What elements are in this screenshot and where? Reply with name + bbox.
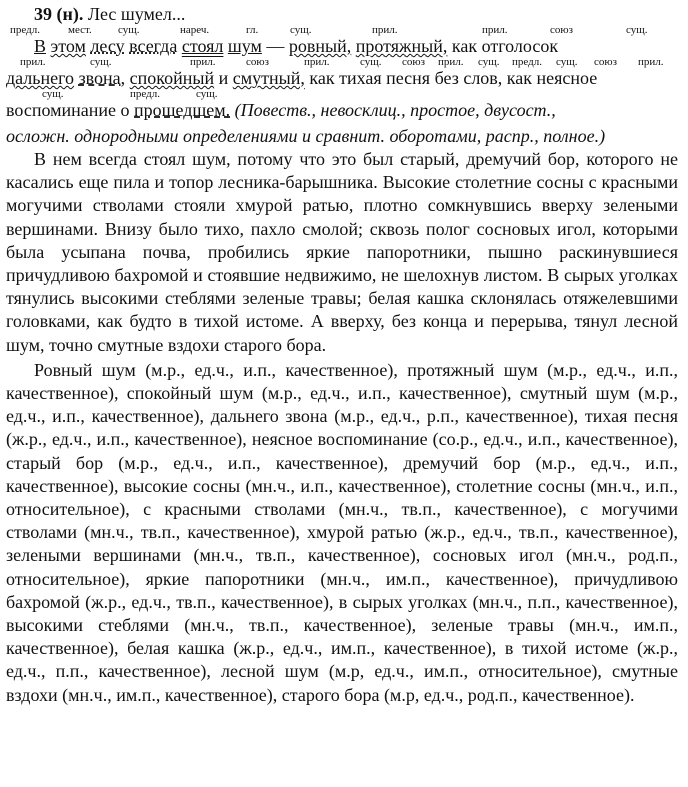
sentence-characteristic-continued: осложн. однородными определениями и сравнит. оборотами, распр., полное.) bbox=[6, 126, 606, 146]
parse-annotations-row-2 bbox=[6, 56, 678, 68]
annotation: прил. bbox=[20, 56, 46, 68]
sentence-word: протяжный, bbox=[355, 36, 448, 56]
sentence-word: звона, bbox=[78, 68, 126, 88]
annotation: сущ. bbox=[196, 88, 218, 100]
annotation: прил. bbox=[190, 56, 216, 68]
annotation: предл. bbox=[512, 56, 542, 68]
exercise-heading bbox=[34, 4, 678, 24]
annotation: прил. bbox=[482, 24, 508, 36]
sentence-word: как тихая песня без слов, как неясное bbox=[304, 68, 598, 88]
sentence-word: ровный, bbox=[288, 36, 352, 56]
annotation: прил. bbox=[304, 56, 330, 68]
parsed-sentence-line-3 bbox=[6, 100, 678, 120]
annotation: прил. bbox=[372, 24, 398, 36]
annotation: нареч. bbox=[180, 24, 210, 36]
annotation: сущ. bbox=[290, 24, 312, 36]
annotation: сущ. bbox=[360, 56, 382, 68]
sentence-word: и bbox=[218, 68, 229, 88]
sentence-word: лесу bbox=[90, 36, 125, 56]
sentence-word: стоял bbox=[181, 36, 224, 56]
annotation: сущ. bbox=[478, 56, 500, 68]
annotation: прил. bbox=[638, 56, 664, 68]
sentence-word: как отголосок bbox=[447, 36, 559, 56]
annotation: сущ. bbox=[118, 24, 140, 36]
sentence-word: прошедшем. bbox=[134, 100, 231, 120]
annotation: предл. bbox=[130, 88, 160, 100]
annotation: сущ. bbox=[556, 56, 578, 68]
sentence-word: этом bbox=[50, 36, 86, 56]
annotation: союз bbox=[402, 56, 425, 68]
sentence-word: смутный, bbox=[232, 68, 305, 88]
exercise-title: Лес шумел... bbox=[87, 4, 186, 24]
annotation: сущ. bbox=[42, 88, 64, 100]
parsed-sentence-line-2 bbox=[6, 68, 678, 88]
paragraph-2: Ровный шум (м.р., ед.ч., и.п., качественное), протяжный шум (м.р., ед.ч., и.п., качественное), спокойный шум (м.р., ед.ч., и.п., качественное), смутный шум (м.р., ед.ч., и.п., качественное), дальнего звона (м.р., ед.ч., р.п., качественное), тихая песня (ж.р., ед.ч., и.п., качественное), неясное воспоминание (со.р., ед.ч., и.п., качественное), старый бор (м.р., ед.ч., и.п., качественное), дремучий бор (м.р., ед.ч., и.п., качественное), высокие сосны (мн.ч., и.п., качественное), столетние сосны (мн.ч., и.п., относительное), с красными стволами (мн.ч., тв.п., качественное), с могучими стволами (мн.ч., тв.п., качественное), хмурой ратью (ж.р., ед.ч., тв.п., качественное), зелеными вершинами (мн.ч., тв.п., качественное), сосновых игол (мн.ч., род.п., относительное), яркие папоротники (мн.ч., им.п., качественное), причудливою бахромой (ж.р., ед.ч., тв.п., качественное), в сырых уголках (мн.ч., п.п., качественное), высокими стеблями (мн.ч., тв.п., качественное), зеленые травы (мн.ч., им.п., качественное), белая кашка (ж.р., ед.ч., им.п., качественное), в тихой истоме (ж.р., ед.ч., п.п., качественное), лесной шум (м.р, ед.ч., им.п., относительное), смутные вздохи (мн.ч., им.п., качественное), старого бора (м.р, ед.ч., род.п., качественное). bbox=[6, 359, 678, 705]
annotation: гл. bbox=[246, 24, 259, 36]
annotation: предл. bbox=[10, 24, 40, 36]
annotation: сущ. bbox=[626, 24, 648, 36]
annotation: союз bbox=[246, 56, 269, 68]
paragraph-1: В нем всегда стоял шум, потому что это был старый, дремучий бор, которого не касались еще пила и топор лесника-барышника. Высокие столетние сосны с красными могучими стволами стояли хмурой ратью, плотно сомкнувшись вверху зелеными вершинами. Внизу было тихо, пахло смолой; сквозь полог сосновых игол, которыми была усыпана почва, пробились яркие папоротники, пышно раскинувшиеся причудливою бахромой и стоявшие недвижимо, не шелохнув листом. В сырых уголках тянулись высокими стеблями зеленые травы; белая кашка склонялась отяжелевшими головками, как будто в тихой истоме. А вверху, без конца и перерыва, тянул лесной шум, точно смутные вздохи старого бора. bbox=[6, 149, 678, 355]
annotation: сущ. bbox=[90, 56, 112, 68]
annotation: мест. bbox=[68, 24, 92, 36]
annotation: прил. bbox=[438, 56, 464, 68]
sentence-word: — bbox=[261, 36, 289, 56]
sentence-word: воспоминание bbox=[6, 100, 117, 120]
parse-annotations-row-3 bbox=[6, 88, 678, 100]
sentence-word: дальнего bbox=[6, 68, 75, 88]
parsed-sentence-line-1 bbox=[6, 36, 678, 56]
sentence-word: всегда bbox=[129, 36, 178, 56]
annotation: союз bbox=[550, 24, 573, 36]
sentence-characteristic: (Повеств., невосклиц., простое, двусост., bbox=[234, 100, 556, 120]
sentence-word: шум bbox=[227, 36, 262, 56]
exercise-number: 39 (н). bbox=[34, 4, 84, 24]
parse-annotations-row-1 bbox=[6, 24, 678, 36]
sentence-word: В bbox=[34, 36, 47, 56]
sentence-word: спокойный bbox=[129, 68, 215, 88]
sentence-word: о bbox=[120, 100, 130, 120]
annotation: союз bbox=[594, 56, 617, 68]
